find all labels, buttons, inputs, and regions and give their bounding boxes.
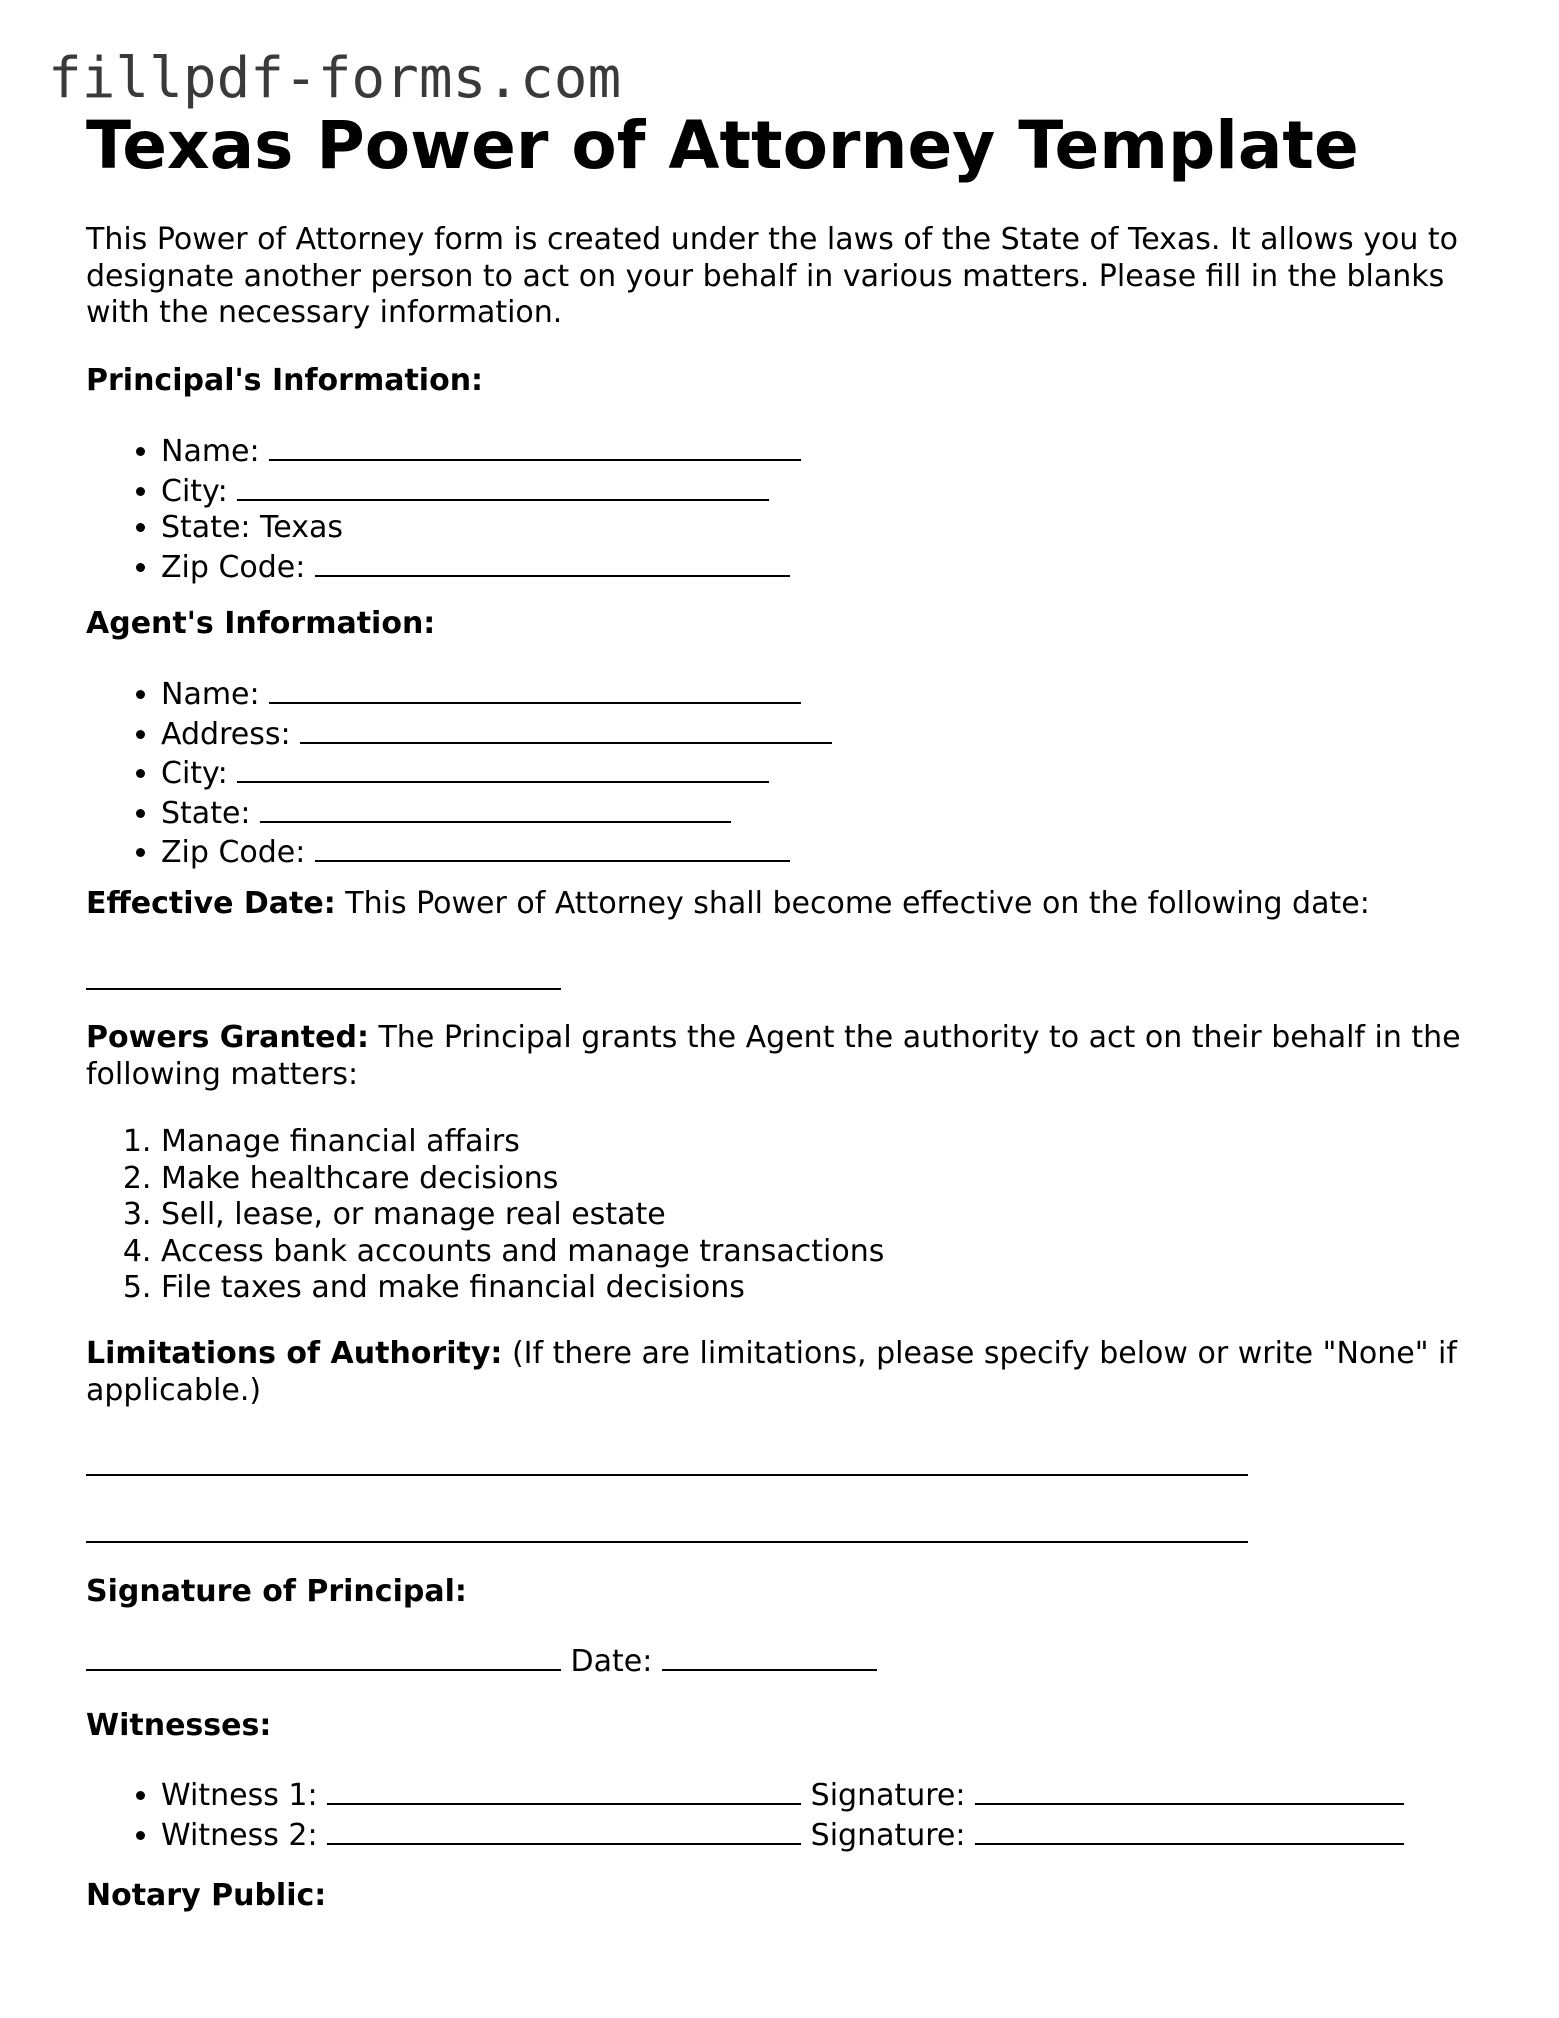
effective-date-text: This Power of Attorney shall become effective on the following date: <box>345 886 1370 921</box>
witness-1-signature-field[interactable] <box>975 1775 1404 1805</box>
agent-list <box>86 674 832 872</box>
witness-1-field[interactable] <box>327 1775 801 1805</box>
witness-2-label: Witness 2: <box>161 1817 318 1853</box>
agent-zip-label: Zip Code: <box>161 835 306 870</box>
agent-name-label: Name: <box>161 677 260 712</box>
powers-text: The Principal grants the Agent the authority to act on their behalf in the following matters: <box>86 1020 1461 1092</box>
power-item: 4. Access bank accounts and manage transactions <box>161 1234 884 1271</box>
effective-date-paragraph <box>86 886 1486 923</box>
witness-2-signature-field[interactable] <box>975 1815 1404 1845</box>
powers-list <box>86 1124 884 1307</box>
limitations-field-1[interactable] <box>86 1474 1248 1476</box>
powers-paragraph <box>86 1020 1486 1093</box>
limitations-paragraph <box>86 1336 1486 1409</box>
principal-list <box>86 431 801 586</box>
agent-name-field[interactable] <box>269 674 801 704</box>
principal-name-label: Name: <box>161 434 260 469</box>
agent-city-label: City: <box>161 756 228 791</box>
page-title: Texas Power of Attorney Template <box>86 107 1359 184</box>
principal-name-field[interactable] <box>269 431 801 461</box>
watermark: fillpdf-forms.com <box>48 46 622 111</box>
agent-address-item <box>161 714 832 754</box>
power-item: 2. Make healthcare decisions <box>161 1161 884 1198</box>
agent-address-label: Address: <box>161 716 291 752</box>
power-item: 1. Manage financial affairs <box>161 1124 884 1161</box>
principal-zip-label: Zip Code: <box>161 549 306 585</box>
principal-signature-field[interactable] <box>86 1641 561 1671</box>
limitations-text: (If there are limitations, please specify below or write "None" if applicable.) <box>86 1336 1457 1408</box>
signature-date-field[interactable] <box>662 1641 877 1671</box>
witness-2-signature-label: Signature: <box>810 1817 966 1853</box>
principal-state-item: • State: Texas <box>161 510 801 547</box>
agent-name-item <box>161 674 832 714</box>
limitations-label: Limitations of Authority: <box>86 1336 503 1371</box>
signature-heading: Signature of Principal: <box>86 1574 467 1609</box>
witnesses-heading: Witnesses: <box>86 1708 272 1743</box>
agent-city-item <box>161 753 832 793</box>
principal-city-item <box>161 471 801 511</box>
powers-label: Powers Granted: <box>86 1020 369 1055</box>
agent-zip-item <box>161 832 832 872</box>
power-item: 5. File taxes and make financial decisions <box>161 1270 884 1307</box>
agent-address-field[interactable] <box>300 714 832 744</box>
power-item: 3. Sell, lease, or manage real estate <box>161 1197 884 1234</box>
agent-state-label: State: <box>161 795 251 831</box>
principal-city-label: City: <box>161 473 228 509</box>
witness-1-item <box>161 1775 1404 1815</box>
limitations-field-2[interactable] <box>86 1541 1248 1543</box>
principal-city-field[interactable] <box>237 471 769 501</box>
principal-heading: Principal's Information: <box>86 363 484 398</box>
witnesses-list <box>86 1775 1404 1854</box>
principal-zip-field[interactable] <box>315 547 790 577</box>
agent-heading: Agent's Information: <box>86 606 436 641</box>
intro-paragraph: This Power of Attorney form is created under the laws of the State of Texas. It allows you to designate another person to act on your behalf in various matters. Please fill in the blanks with the necessary information. <box>86 222 1459 330</box>
witness-2-item <box>161 1815 1404 1855</box>
witness-2-field[interactable] <box>327 1815 801 1845</box>
agent-city-field[interactable] <box>237 753 769 783</box>
signature-date-label: Date: <box>570 1644 653 1679</box>
witness-1-label: Witness 1: <box>161 1778 318 1813</box>
principal-zip-item <box>161 547 801 587</box>
witness-1-signature-label: Signature: <box>810 1778 966 1813</box>
signature-row <box>86 1641 877 1681</box>
effective-date-field[interactable] <box>86 988 561 990</box>
principal-name-item <box>161 431 801 471</box>
notary-heading: Notary Public: <box>86 1878 327 1913</box>
agent-zip-field[interactable] <box>315 832 790 862</box>
effective-date-label: Effective Date: <box>86 886 336 921</box>
agent-state-item <box>161 793 832 833</box>
agent-state-field[interactable] <box>260 793 731 823</box>
